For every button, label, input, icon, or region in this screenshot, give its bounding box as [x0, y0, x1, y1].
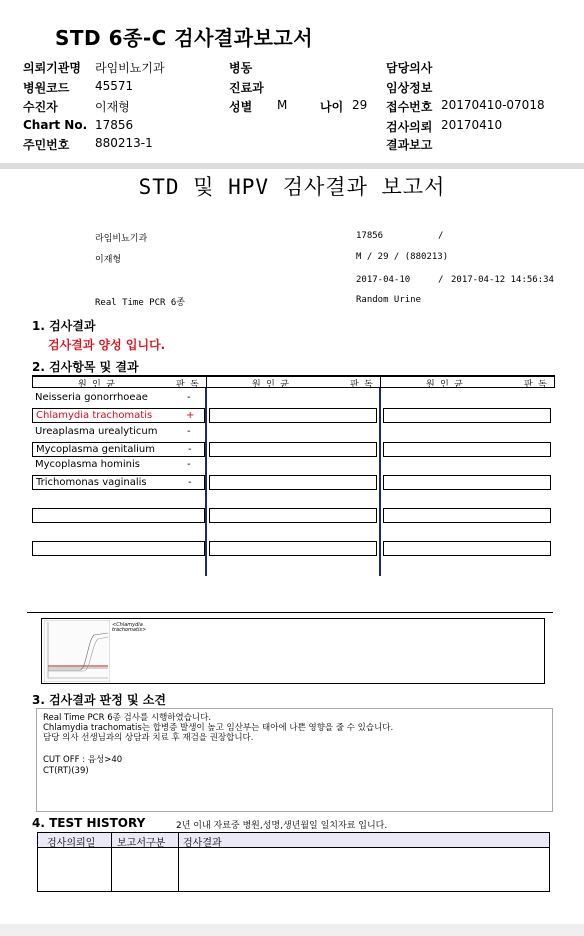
col-pathogen-3: 원 인 균 — [426, 380, 463, 390]
panel-2-header — [206, 375, 381, 388]
report-date-reported: 2017-04-12 14:56:34 — [451, 275, 554, 285]
graph-legend: <Chlamydia trachomatis> — [112, 622, 147, 633]
section-3-title: 3. 검사결과 판정 및 소견 — [32, 693, 166, 707]
sex-value: M — [277, 98, 288, 112]
pathogen-result: - — [188, 477, 192, 488]
history-note: 2년 이내 자료중 병원,성명,생년월일 일치자료 입니다. — [176, 821, 388, 831]
pathogen-result: - — [188, 444, 192, 455]
empty-row — [209, 442, 377, 457]
chart-no-label: Chart No. — [23, 118, 88, 132]
report-date-received: 2017-04-10 — [356, 275, 411, 285]
finding-line: Real Time PCR 6종 검사를 시행하였습니다. — [43, 713, 212, 723]
pathogen-result: + — [186, 410, 195, 421]
report-sex-age: M / 29 / (880213) — [356, 252, 449, 262]
panel-3-header — [380, 375, 555, 388]
section-2-title: 2. 검사항목 및 결과 — [32, 360, 139, 374]
finding-line: 담당 의사 선생님과의 상담과 치료 후 재검을 권장합니다. — [43, 733, 254, 743]
resident-no-label: 주민번호 — [23, 138, 70, 152]
clinical-info-label: 임상정보 — [386, 81, 433, 95]
finding-line: Chlamydia trachomatis는 합병증 발생이 높고 임산부는 태아에 나쁜 영향을 줄 수 있습니다. — [43, 723, 394, 733]
hospital-name-label: 의뢰기관명 — [23, 61, 81, 75]
empty-row — [209, 475, 377, 490]
pathogen-name: Trichomonas vaginalis — [36, 477, 147, 488]
empty-row — [383, 408, 551, 423]
report-specimen: Random Urine — [356, 295, 422, 305]
empty-row — [383, 442, 551, 457]
history-col-request-date: 검사의뢰일 — [47, 838, 96, 849]
history-col-divider — [111, 832, 112, 892]
empty-row — [383, 475, 551, 490]
finding-line: CT(RT)(39) — [43, 766, 89, 776]
empty-row — [209, 408, 377, 423]
history-col-report-type: 보고서구분 — [117, 838, 166, 849]
hospital-code-value: 45571 — [95, 79, 134, 93]
amplification-curve-graph — [44, 620, 110, 682]
pathogen-row — [32, 391, 205, 407]
pathogen-name: Mycoplasma genitalium — [36, 444, 155, 455]
request-date-value: 20170410 — [441, 118, 503, 132]
report-date-label: 결과보고 — [386, 138, 433, 152]
empty-row — [32, 508, 205, 523]
empty-row — [32, 541, 205, 556]
panel-divider-2 — [379, 388, 381, 576]
pathogen-result: - — [187, 426, 191, 437]
hospital-code-label: 병원코드 — [23, 81, 70, 95]
history-col-divider — [178, 832, 179, 892]
result-summary: 검사결과 양성 입니다. — [48, 338, 166, 352]
age-label: 나이 — [320, 100, 344, 114]
pathogen-row — [32, 442, 205, 457]
sex-label: 성별 — [229, 100, 253, 114]
col-judge-1: 판 독 — [176, 380, 199, 390]
dept-label: 진료과 — [229, 81, 264, 95]
chart-no-value: 17856 — [95, 118, 134, 132]
empty-row — [383, 508, 551, 523]
col-pathogen-1: 원 인 균 — [78, 380, 115, 390]
report-test-name: Real Time PCR 6종 — [95, 298, 185, 308]
patient-label: 수진자 — [23, 100, 58, 114]
ward-label: 병동 — [229, 61, 253, 75]
report-patient: 이재형 — [95, 255, 122, 265]
empty-row — [209, 508, 377, 523]
page-title: STD 6종-C 검사결과보고서 — [55, 26, 314, 50]
request-date-label: 검사의뢰 — [386, 120, 433, 134]
hospital-name-value: 라임비뇨기과 — [95, 61, 165, 75]
report-title: STD 및 HPV 검사결과 보고서 — [138, 175, 446, 199]
pathogen-row — [32, 458, 205, 474]
pathogen-result: - — [187, 392, 191, 403]
section-4-title: 4. TEST HISTORY — [32, 816, 146, 830]
col-pathogen-2: 원 인 균 — [252, 380, 289, 390]
graph-top-rule — [27, 612, 553, 613]
patient-value: 이재형 — [95, 100, 130, 114]
pathogen-row — [32, 408, 205, 423]
section-1-title: 1. 검사결과 — [32, 319, 96, 333]
history-col-result: 검사결과 — [183, 838, 222, 849]
doctor-label: 담당의사 — [386, 61, 433, 75]
pathogen-row — [32, 475, 205, 490]
pathogen-result: - — [187, 459, 191, 470]
panel-1-header — [32, 375, 207, 388]
resident-no-value: 880213-1 — [95, 136, 153, 150]
report-chart: 17856 — [356, 231, 384, 241]
history-table-header — [37, 832, 550, 848]
pathogen-name: Ureaplasma urealyticum — [35, 426, 158, 437]
pathogen-row — [32, 425, 205, 441]
col-judge-3: 판 독 — [524, 380, 547, 390]
age-value: 29 — [352, 98, 368, 112]
report-hospital: 라임비뇨기과 — [95, 234, 148, 244]
receipt-no-label: 접수번호 — [386, 100, 433, 114]
pathogen-name: Mycoplasma hominis — [35, 459, 140, 470]
report-chart-slash: / — [438, 231, 444, 241]
empty-row — [209, 541, 377, 556]
pathogen-name: Neisseria gonorrhoeae — [35, 392, 148, 403]
pathogen-name: Chlamydia trachomatis — [36, 410, 153, 421]
report-date-sep: / — [438, 275, 444, 285]
finding-line: CUT OFF : 음성>40 — [43, 755, 123, 765]
receipt-no-value: 20170410-07018 — [441, 98, 545, 112]
col-judge-2: 판 독 — [350, 380, 373, 390]
empty-row — [383, 541, 551, 556]
panel-divider-1 — [205, 388, 207, 576]
